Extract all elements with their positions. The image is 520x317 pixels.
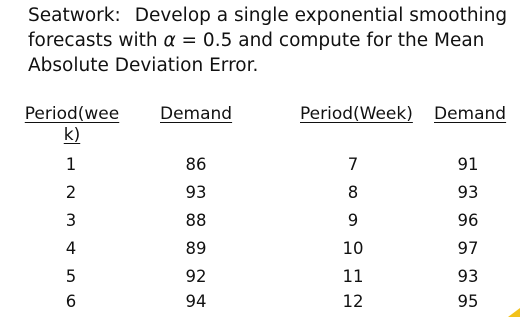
left-period-cell: 2 [65,183,77,202]
left-period-cell: 3 [65,211,77,230]
left-demand-cell: 89 [185,239,207,258]
instruction-text [28,3,508,78]
left-demand-cell: 93 [185,183,207,202]
right-demand-cell: 93 [457,267,479,286]
left-period-cell: 4 [65,239,77,258]
right-period-cell: 12 [342,292,364,311]
right-demand-cell: 97 [457,239,479,258]
left-demand-cell: 92 [185,267,207,286]
right-period-cell: 8 [347,183,359,202]
header-demand-left: Demand [160,104,233,124]
right-period-cell: 11 [342,267,364,286]
right-period-cell: 7 [347,155,359,174]
header-period-left: Period(week) [24,104,120,145]
header-demand-right: Demand [434,104,507,124]
right-demand-cell: 96 [457,211,479,230]
left-period-cell: 1 [65,155,77,174]
alpha-symbol: α [163,30,176,51]
left-period-cell: 6 [65,292,77,311]
right-period-cell: 9 [347,211,359,230]
instruction-part-2: = 0.5 and compute for the Mean Absolute Deviation Error. [28,30,485,76]
right-demand-cell: 93 [457,183,479,202]
instruction-part-1: Develop a single exponential smoothing forecasts with [28,5,508,51]
right-demand-cell: 91 [457,155,479,174]
left-period-cell: 5 [65,267,77,286]
header-period-right: Period(Week) [300,104,413,124]
right-demand-cell: 95 [457,292,479,311]
left-demand-cell: 88 [185,211,207,230]
right-period-cell: 10 [342,239,364,258]
left-demand-cell: 94 [185,292,207,311]
seatwork-label: Seatwork: [28,5,121,26]
left-demand-cell: 86 [185,155,207,174]
corner-marker-icon [504,307,520,317]
